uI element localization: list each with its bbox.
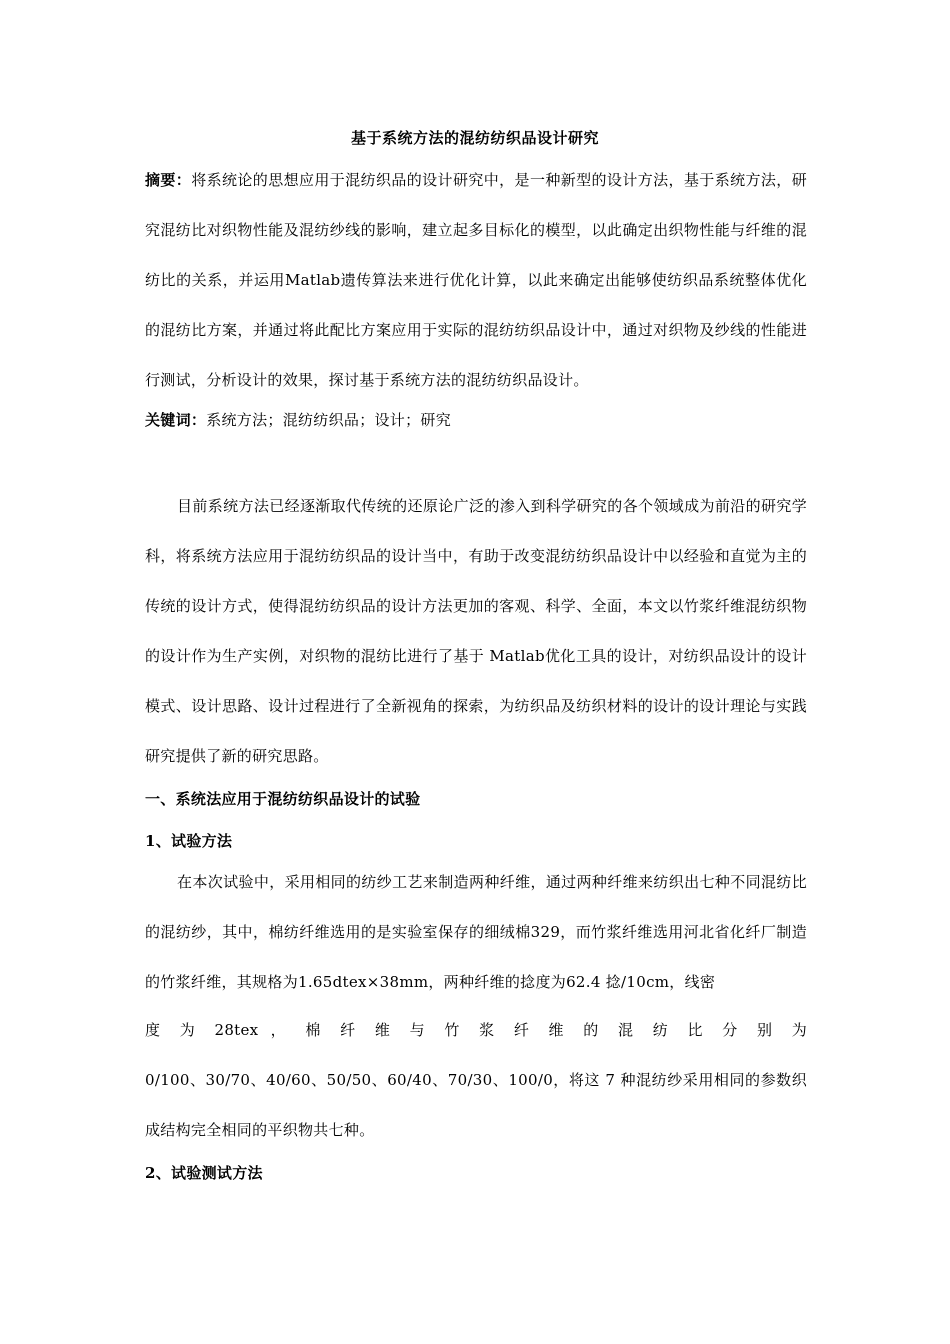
abstract-label: 摘要： bbox=[145, 171, 192, 189]
method-paragraph-part1: 在本次试验中，采用相同的纺纱工艺来制造两种纤维，通过两种纤维来纺织出七种不同混纺比的混纺纱，其中，棉纺纤维选用的是实验室保存的细绒棉329，而竹浆纤维选用河北省化纤厂制造的竹浆纤维，其规格为1.65dtex×38mm，两种纤维的捻度为62.4 捻/10cm，线密 bbox=[145, 873, 807, 991]
keywords-label: 关键词： bbox=[145, 411, 207, 429]
intro-paragraph: 目前系统方法已经逐渐取代传统的还原论广泛的渗入到科学研究的各个领域成为前沿的研究学科，将系统方法应用于混纺纺织品的设计当中，有助于改变混纺纺织品设计中以经验和直觉为主的传统的设计方式，使得混纺纺织品的设计方法更加的客观、科学、全面，本文以竹浆纤维混纺织物的设计作为生产实例，对织物的混纺比进行了基于 Matlab优化工具的设计，对纺织品设计的设计模式、设计思路、设计过程进行了全新视角的探索，为纺织品及纺织材料的设计的设计理论与实践研究提供了新的研究思路。 bbox=[145, 497, 807, 765]
method-paragraph-line4 bbox=[145, 1005, 807, 1055]
abstract-paragraph bbox=[145, 155, 807, 405]
method-paragraph-part2: 0/100、30/70、40/60、50/50、60/40、70/30、100/0，将这 7 种混纺纱采用相同的参数织成结构完全相同的平织物共七种。 bbox=[145, 1071, 807, 1139]
page-title: 基于系统方法的混纺纺织品设计研究 bbox=[350, 129, 599, 147]
abstract-text: 将系统论的思想应用于混纺织品的设计研究中，是一种新型的设计方法，基于系统方法，研究混纺比对织物性能及混纺纱线的影响，建立起多目标化的模型，以此确定出织物性能与纤维的混纺比的关系，并运用Matlab遗传算法来进行优化计算，以此来确定出能够使纺织品系统整体优化的混纺比方案，并通过将此配比方案应用于实际的混纺纺织品设计中，通过对织物及纱线的性能进行测试，分析设计的效果，探讨基于系统方法的混纺纺织品设计。 bbox=[145, 171, 807, 389]
subsection-2-heading: 2、试验测试方法 bbox=[145, 1164, 263, 1182]
section-1-heading: 一、系统法应用于混纺纺织品设计的试验 bbox=[145, 790, 421, 808]
subsection-1-heading: 1、试验方法 bbox=[145, 832, 233, 850]
keywords-text: 系统方法；混纺纺织品；设计；研究 bbox=[206, 411, 452, 429]
keywords-line bbox=[145, 408, 807, 432]
method-line-spaced: 度 为 28tex ， 棉 纤 维 与 竹 浆 纤 维 的 混 纺 比 分 别 为 bbox=[145, 1021, 807, 1039]
